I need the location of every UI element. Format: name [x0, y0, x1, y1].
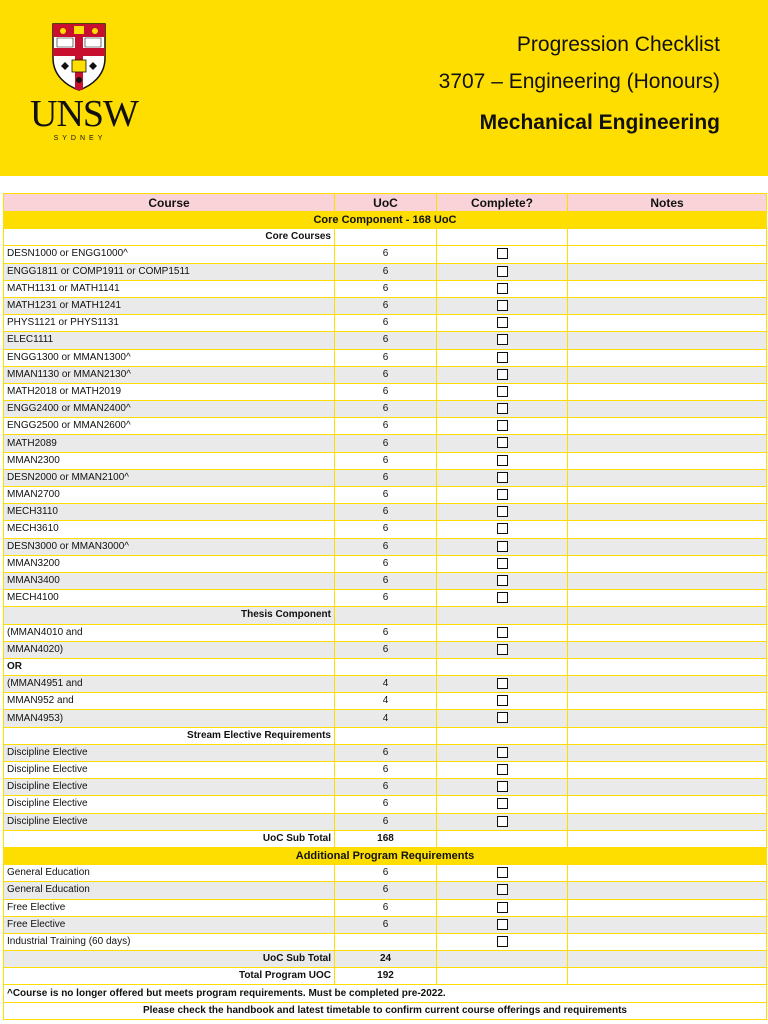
course-name: ENGG1811 or COMP1911 or COMP1511 [7, 265, 190, 277]
complete-checkbox[interactable] [497, 627, 508, 638]
course-name: Discipline Elective [7, 798, 88, 810]
complete-checkbox[interactable] [497, 352, 508, 363]
table-row [4, 315, 767, 332]
table-row [4, 916, 767, 933]
notes-cell[interactable] [568, 383, 767, 400]
uoc-cell: 6 [335, 521, 437, 538]
course-name: ELEC1111 [7, 334, 54, 346]
notes-cell[interactable] [568, 796, 767, 813]
course-name: DESN3000 or MMAN3000^ [7, 540, 129, 552]
complete-cell [437, 383, 568, 400]
complete-cell [437, 504, 568, 521]
complete-checkbox[interactable] [497, 541, 508, 552]
course-name: MATH2018 or MATH2019 [7, 385, 122, 397]
course-cell [4, 641, 335, 658]
uoc-cell: 6 [335, 297, 437, 314]
complete-cell [437, 263, 568, 280]
complete-cell [437, 349, 568, 366]
notes-cell[interactable] [568, 418, 767, 435]
course-cell [4, 590, 335, 607]
complete-cell [437, 521, 568, 538]
course-cell [4, 246, 335, 263]
course-cell [4, 487, 335, 504]
complete-cell [437, 538, 568, 555]
course-name: Discipline Elective [7, 746, 88, 758]
notes-cell[interactable] [568, 315, 767, 332]
complete-checkbox[interactable] [497, 712, 508, 723]
course-cell [4, 280, 335, 297]
notes-cell[interactable] [568, 744, 767, 761]
complete-checkbox[interactable] [497, 266, 508, 277]
table-row [4, 710, 767, 727]
complete-checkbox[interactable] [497, 575, 508, 586]
course-name: General Education [7, 884, 90, 896]
stream-subheading: Stream Elective Requirements [4, 727, 335, 744]
uoc-cell: 6 [335, 779, 437, 796]
table-row [4, 452, 767, 469]
notes-cell[interactable] [568, 469, 767, 486]
stream-subheading-row [4, 727, 767, 744]
course-cell [4, 813, 335, 830]
additional-section-title: Additional Program Requirements [4, 847, 767, 864]
complete-checkbox[interactable] [497, 506, 508, 517]
complete-cell [437, 366, 568, 383]
course-name: MMAN4020) [7, 643, 64, 655]
specialisation-title: Mechanical Engineering [479, 111, 720, 134]
program-title: 3707 – Engineering (Honours) [438, 70, 720, 93]
table-row [4, 762, 767, 779]
course-name: DESN2000 or MMAN2100^ [7, 471, 129, 483]
course-name: Free Elective [7, 918, 66, 930]
complete-checkbox[interactable] [497, 798, 508, 809]
notes-cell[interactable] [568, 590, 767, 607]
notes-cell[interactable] [568, 899, 767, 916]
complete-checkbox[interactable] [497, 816, 508, 827]
uoc-cell: 6 [335, 332, 437, 349]
complete-cell [437, 796, 568, 813]
course-name: MATH1231 or MATH1241 [7, 300, 122, 312]
page-title: Progression Checklist [516, 33, 720, 56]
notes-cell[interactable] [568, 332, 767, 349]
uoc-cell: 6 [335, 555, 437, 572]
notes-cell[interactable] [568, 280, 767, 297]
additional-section-title-row [4, 847, 767, 864]
table-row [4, 693, 767, 710]
course-name: MMAN2300 [7, 454, 60, 466]
complete-checkbox[interactable] [497, 334, 508, 345]
complete-cell [437, 555, 568, 572]
uoc-cell: 6 [335, 487, 437, 504]
column-header-uoc: UoC [335, 194, 437, 212]
course-name: (MMAN4951 [7, 678, 64, 690]
uoc-cell: 6 [335, 590, 437, 607]
course-cell [4, 933, 335, 950]
table-row [4, 882, 767, 899]
complete-cell [437, 332, 568, 349]
notes-cell[interactable] [568, 487, 767, 504]
complete-checkbox[interactable] [497, 678, 508, 689]
complete-cell [437, 487, 568, 504]
course-name: MMAN4953) [7, 712, 64, 724]
notes-cell[interactable] [568, 882, 767, 899]
course-cell [4, 538, 335, 555]
notes-cell[interactable] [568, 641, 767, 658]
uoc-cell: 6 [335, 435, 437, 452]
complete-checkbox[interactable] [497, 386, 508, 397]
uoc-cell: 6 [335, 246, 437, 263]
table-row [4, 538, 767, 555]
uoc-cell: 6 [335, 469, 437, 486]
course-name: MMAN1130 or MMAN2130^ [7, 368, 131, 380]
notes-cell[interactable] [568, 504, 767, 521]
complete-checkbox[interactable] [497, 781, 508, 792]
table-row [4, 383, 767, 400]
complete-checkbox[interactable] [497, 248, 508, 259]
complete-checkbox[interactable] [497, 902, 508, 913]
complete-cell [437, 297, 568, 314]
course-cell [4, 572, 335, 589]
page-header [0, 0, 768, 176]
course-cell [4, 349, 335, 366]
complete-checkbox[interactable] [497, 455, 508, 466]
table-row [4, 366, 767, 383]
notes-cell[interactable] [568, 572, 767, 589]
notes-cell[interactable] [568, 452, 767, 469]
core-section-title: Core Component - 168 UoC [4, 212, 767, 229]
course-cell [4, 521, 335, 538]
conjunction: and [65, 678, 83, 690]
course-name: Discipline Elective [7, 781, 88, 793]
course-cell [4, 555, 335, 572]
notes-cell[interactable] [568, 435, 767, 452]
complete-cell [437, 435, 568, 452]
complete-checkbox[interactable] [497, 695, 508, 706]
uoc-cell: 6 [335, 796, 437, 813]
additional-subtotal-label: UoC Sub Total [4, 951, 335, 968]
course-cell [4, 504, 335, 521]
table-row [4, 796, 767, 813]
table-row [4, 865, 767, 882]
uoc-cell: 6 [335, 882, 437, 899]
course-cell [4, 332, 335, 349]
course-cell [4, 676, 335, 693]
complete-cell [437, 933, 568, 950]
table-header-row [4, 194, 767, 212]
complete-checkbox[interactable] [497, 747, 508, 758]
complete-checkbox[interactable] [497, 523, 508, 534]
course-name: MATH1131 or MATH1141 [7, 282, 120, 294]
or-label-row [4, 658, 767, 675]
notes-cell[interactable] [568, 624, 767, 641]
course-name: MATH2089 [7, 437, 57, 449]
table-row [4, 297, 767, 314]
course-cell [4, 435, 335, 452]
course-name: Industrial Training (60 days) [7, 935, 131, 947]
uoc-cell: 6 [335, 349, 437, 366]
handbook-footnote: Please check the handbook and latest timetable to confirm current course offerings and requirements [4, 1002, 767, 1019]
course-cell [4, 401, 335, 418]
uoc-cell: 6 [335, 383, 437, 400]
complete-cell [437, 469, 568, 486]
uoc-cell: 6 [335, 366, 437, 383]
complete-cell [437, 865, 568, 882]
notes-cell[interactable] [568, 779, 767, 796]
complete-cell [437, 452, 568, 469]
complete-checkbox[interactable] [497, 919, 508, 930]
notes-cell[interactable] [568, 366, 767, 383]
course-cell [4, 916, 335, 933]
course-cell [4, 899, 335, 916]
table-row [4, 332, 767, 349]
uoc-cell: 6 [335, 641, 437, 658]
uoc-cell: 6 [335, 418, 437, 435]
course-cell [4, 796, 335, 813]
table-row [4, 435, 767, 452]
uoc-cell: 4 [335, 676, 437, 693]
table-row [4, 572, 767, 589]
table-row [4, 813, 767, 830]
course-name: (MMAN4010 [7, 626, 64, 638]
uoc-cell: 6 [335, 315, 437, 332]
complete-cell [437, 916, 568, 933]
program-total-row [4, 968, 767, 985]
notes-cell[interactable] [568, 933, 767, 950]
course-cell [4, 418, 335, 435]
course-name: ENGG2500 or MMAN2600^ [7, 420, 131, 432]
uoc-cell: 4 [335, 693, 437, 710]
notes-cell[interactable] [568, 813, 767, 830]
course-name: General Education [7, 867, 90, 879]
table-row [4, 521, 767, 538]
caret-footnote: ^Course is no longer offered but meets program requirements. Must be completed pre-2022. [4, 985, 767, 1002]
uoc-cell: 6 [335, 899, 437, 916]
complete-cell [437, 676, 568, 693]
conjunction: and [57, 695, 74, 707]
column-header-notes: Notes [568, 194, 767, 212]
course-name: Discipline Elective [7, 764, 88, 776]
course-cell [4, 744, 335, 761]
table-row [4, 641, 767, 658]
or-label: OR [4, 658, 335, 675]
handbook-footnote-row [4, 1002, 767, 1019]
course-name: Discipline Elective [7, 815, 88, 827]
caret-footnote-row [4, 985, 767, 1002]
uoc-cell: 6 [335, 572, 437, 589]
core-courses-subheading-row [4, 229, 767, 246]
course-name: PHYS1121 or PHYS1131 [7, 317, 119, 329]
complete-cell [437, 779, 568, 796]
program-total-value: 192 [335, 968, 437, 985]
course-name: MMAN3400 [7, 575, 60, 587]
complete-cell [437, 572, 568, 589]
complete-cell [437, 882, 568, 899]
uoc-cell: 6 [335, 452, 437, 469]
course-cell [4, 366, 335, 383]
table-row [4, 469, 767, 486]
table-row [4, 779, 767, 796]
thesis-subheading-row [4, 607, 767, 624]
complete-cell [437, 624, 568, 641]
table-row [4, 280, 767, 297]
table-row [4, 555, 767, 572]
complete-checkbox[interactable] [497, 644, 508, 655]
course-name: MECH3610 [7, 523, 59, 535]
table-row [4, 263, 767, 280]
complete-checkbox[interactable] [497, 420, 508, 431]
course-cell [4, 469, 335, 486]
notes-cell[interactable] [568, 916, 767, 933]
table-row [4, 349, 767, 366]
conjunction: and [65, 626, 83, 638]
additional-subtotal-value: 24 [335, 951, 437, 968]
complete-checkbox[interactable] [497, 317, 508, 328]
course-name: ENGG1300 or MMAN1300^ [7, 351, 131, 363]
uoc-cell [335, 933, 437, 950]
uoc-cell: 6 [335, 624, 437, 641]
table-row [4, 401, 767, 418]
course-name: MMAN952 [7, 695, 55, 707]
core-courses-subheading: Core Courses [4, 229, 335, 246]
complete-cell [437, 762, 568, 779]
course-name: MMAN3200 [7, 557, 60, 569]
uoc-cell: 6 [335, 280, 437, 297]
course-cell [4, 315, 335, 332]
complete-checkbox[interactable] [497, 558, 508, 569]
notes-cell[interactable] [568, 555, 767, 572]
table-row [4, 744, 767, 761]
notes-cell[interactable] [568, 521, 767, 538]
table-row [4, 246, 767, 263]
column-header-complete: Complete? [437, 194, 568, 212]
table-row [4, 504, 767, 521]
complete-cell [437, 744, 568, 761]
table-row [4, 899, 767, 916]
uoc-cell: 6 [335, 263, 437, 280]
complete-checkbox[interactable] [497, 300, 508, 311]
uoc-cell: 6 [335, 504, 437, 521]
complete-checkbox[interactable] [497, 283, 508, 294]
checklist-table-wrapper [3, 193, 766, 1020]
uoc-cell: 6 [335, 916, 437, 933]
unsw-logo [30, 22, 138, 142]
complete-cell [437, 246, 568, 263]
uoc-cell: 6 [335, 744, 437, 761]
core-section-row [4, 212, 767, 229]
notes-cell[interactable] [568, 676, 767, 693]
course-cell [4, 624, 335, 641]
complete-cell [437, 813, 568, 830]
course-cell [4, 762, 335, 779]
course-cell [4, 452, 335, 469]
notes-cell[interactable] [568, 401, 767, 418]
complete-checkbox[interactable] [497, 369, 508, 380]
complete-cell [437, 590, 568, 607]
course-name: Free Elective [7, 901, 66, 913]
complete-cell [437, 418, 568, 435]
complete-checkbox[interactable] [497, 472, 508, 483]
uoc-cell: 6 [335, 538, 437, 555]
additional-subtotal-row [4, 951, 767, 968]
course-cell [4, 297, 335, 314]
complete-cell [437, 899, 568, 916]
uoc-cell: 6 [335, 762, 437, 779]
complete-cell [437, 710, 568, 727]
uoc-cell: 6 [335, 813, 437, 830]
table-row [4, 624, 767, 641]
course-name: MMAN2700 [7, 489, 60, 501]
course-cell [4, 779, 335, 796]
complete-cell [437, 401, 568, 418]
complete-cell [437, 693, 568, 710]
course-cell [4, 693, 335, 710]
core-subtotal-row [4, 830, 767, 847]
program-total-label: Total Program UOC [4, 968, 335, 985]
logo-subtext: SYDNEY [53, 135, 107, 142]
complete-cell [437, 280, 568, 297]
course-cell [4, 865, 335, 882]
core-subtotal-label: UoC Sub Total [4, 830, 335, 847]
notes-cell[interactable] [568, 297, 767, 314]
course-cell [4, 383, 335, 400]
notes-cell[interactable] [568, 865, 767, 882]
course-cell [4, 710, 335, 727]
course-name: MECH3110 [7, 506, 58, 518]
uoc-cell: 4 [335, 710, 437, 727]
column-header-course: Course [4, 194, 335, 212]
notes-cell[interactable] [568, 693, 767, 710]
notes-cell[interactable] [568, 710, 767, 727]
table-row [4, 487, 767, 504]
course-cell [4, 882, 335, 899]
complete-checkbox[interactable] [497, 764, 508, 775]
unsw-crest-icon [51, 22, 107, 92]
course-cell [4, 263, 335, 280]
notes-cell[interactable] [568, 349, 767, 366]
complete-checkbox[interactable] [497, 884, 508, 895]
logo-wordmark: UNSW [30, 93, 138, 135]
notes-cell[interactable] [568, 263, 767, 280]
complete-checkbox[interactable] [497, 867, 508, 878]
notes-cell[interactable] [568, 538, 767, 555]
uoc-cell: 6 [335, 865, 437, 882]
table-row [4, 418, 767, 435]
checklist-table [3, 193, 767, 1020]
notes-cell[interactable] [568, 762, 767, 779]
complete-checkbox[interactable] [497, 936, 508, 947]
notes-cell[interactable] [568, 246, 767, 263]
complete-checkbox[interactable] [497, 489, 508, 500]
course-name: DESN1000 or ENGG1000^ [7, 248, 128, 260]
complete-cell [437, 641, 568, 658]
table-row [4, 590, 767, 607]
course-name: MECH4100 [7, 592, 59, 604]
complete-checkbox[interactable] [497, 592, 508, 603]
course-name: ENGG2400 or MMAN2400^ [7, 403, 131, 415]
table-row [4, 676, 767, 693]
thesis-subheading: Thesis Component [4, 607, 335, 624]
uoc-cell: 6 [335, 401, 437, 418]
complete-checkbox[interactable] [497, 437, 508, 448]
table-row [4, 933, 767, 950]
core-subtotal-value: 168 [335, 830, 437, 847]
complete-checkbox[interactable] [497, 403, 508, 414]
complete-cell [437, 315, 568, 332]
